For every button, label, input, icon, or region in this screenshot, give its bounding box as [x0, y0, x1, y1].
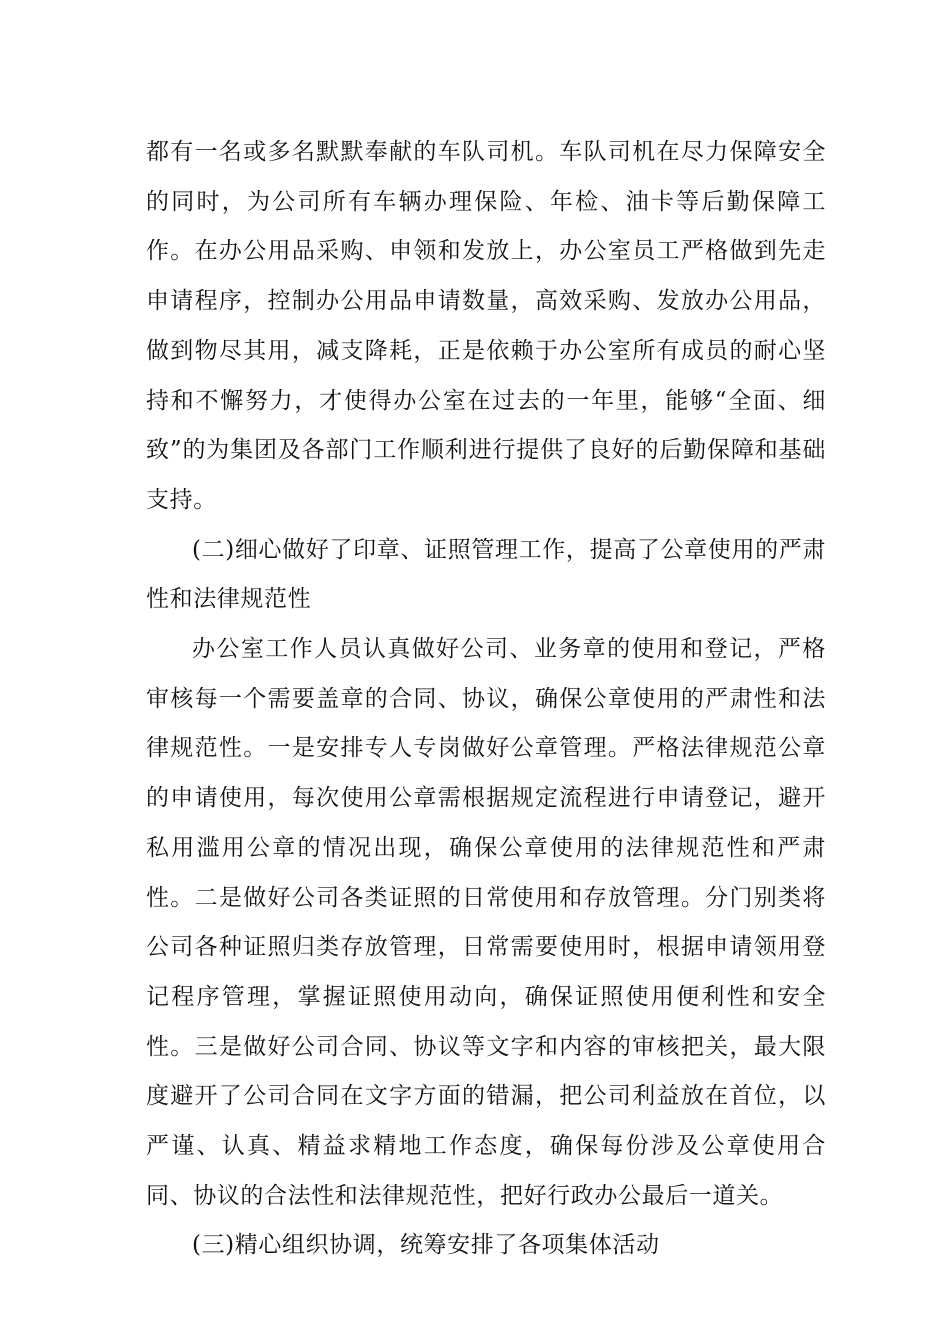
section-heading-seal-management: (二)细心做好了印章、证照管理工作，提高了公章使用的严肃性和法律规范性 [146, 536, 826, 613]
paragraph-seal-management: 办公室工作人员认真做好公司、业务章的使用和登记，严格审核每一个需要盖章的合同、协议，确保公章使用的严肃性和法律规范性。一是安排专人专岗做好公章管理。严格法律规范公章的申请使用，每次使用公章需根据规定流程进行申请登记，避开私用滥用公章的情况出现，确保公章使用的法律规范性和严肃性。二是做好公司各类证照的日常使用和存放管理。分门别类将公司各种证照归类存放管理，日常需要使用时，根据申请领用登记程序管理，掌握证照使用动向，确保证照使用便利性和安全性。三是做好公司合同、协议等文字和内容的审核把关，最大限度避开了公司合同在文字方面的错漏，把公司利益放在首位，以严谨、认真、精益求精地工作态度，确保每份涉及公章使用合同、协议的合法性和法律规范性，把好行政办公最后一道关。 [146, 636, 826, 1209]
section-heading-group-activities: (三)精心组织协调，统筹安排了各项集体活动 [192, 1232, 660, 1259]
document-body [146, 128, 826, 1271]
paragraph-logistics-support: 都有一名或多名默默奉献的车队司机。车队司机在尽力保障安全的同时，为公司所有车辆办理保险、年检、油卡等后勤保障工作。在办公用品采购、申领和发放上，办公室员工严格做到先走申请程序，控制办公用品申请数量，高效采购、发放办公用品，做到物尽其用，减支降耗，正是依赖于办公室所有成员的耐心坚持和不懈努力，才使得办公室在过去的一年里，能够“全面、细致”的为集团及各部门工作顺利进行提供了良好的后勤保障和基础支持。 [146, 139, 826, 513]
